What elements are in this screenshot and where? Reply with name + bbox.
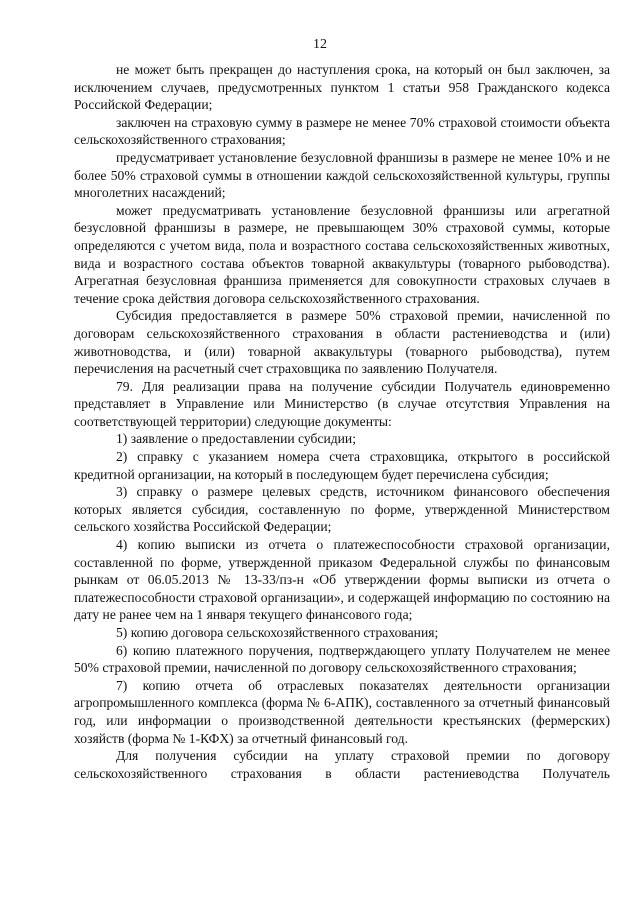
list-item: 4) копию выписки из отчета о платежеспособности страховой организации, составленной по форме, утвержденной приказом Федеральной службы по финансовым рынкам от 06.05.2013 № 13-33/пз-н «Об утверждении формы выписки из отчета о платежеспособности страховой организации», и содержащей информацию по состоянию на дату не ранее чем на 1 января текущего финансового года; [74,537,610,623]
page-number: 12 [313,37,327,52]
paragraph: не может быть прекращен до наступления срока, на который он был заключен, за исключением случаев, предусмотренных пунктом 1 статьи 958 Гражданского кодекса Российской Федерации; [74,62,610,113]
paragraph: может предусматривать установление безусловной франшизы или агрегатной безусловной франшизы в размере, не превышающем 30% страховой суммы, которые определяются с учетом вида, пола и возрастного состава сельскохозяйственных животных, вида и возрастного состава объектов товарной аквакультуры (товарного рыбоводства). Агрегатная безусловная франшиза применяется для совокупности страховых случаев в течение срока действия договора сельскохозяйственного страхования. [74,202,610,306]
list-item: 1) заявление о предоставлении субсидии; [116,431,356,447]
list-item: 3) справку о размере целевых средств, источником финансового обеспечения которых является субсидия, составленную по форме, утвержденной Министерством сельского хозяйства Российской Федерации; [74,484,610,535]
paragraph: предусматривает установление безусловной франшизы в размере не менее 10% и не более 50% страховой суммы в отношении каждой сельскохозяйственной культуры, группы многолетних насаждений; [74,149,610,201]
list-item: 5) копию договора сельскохозяйственного страхования; [116,625,439,640]
list-item: 6) копию платежного поручения, подтверждающего уплату Получателем не менее 50% страховой премии, начисленной по договору сельскохозяйственного страхования; [74,642,610,676]
list-item: 7) копию отчета об отраслевых показателях деятельности организации агропромышленного комплекса (форма № 6-АПК), составленного за отчетный финансовый год, или информации о производственной деятельности крестьянских (фермерских) хозяйств (форма № 1-КФХ) за отчетный финансовый год. [74,677,610,746]
list-item: 2) справку с указанием номера счета страховщика, открытого в российской кредитной организации, на который в последующем будет перечислена субсидия; [74,449,610,482]
document-body [74,61,610,782]
paragraph: Субсидия предоставляется в размере 50% страховой премии, начисленной по договорам сельскохозяйственного страхования в области растениеводства и (или) животноводства, и (или) товарной аквакультуры (товарного рыбоводства), путем перечисления на расчетный счет страховщика по заявлению Получателя. [74,308,610,377]
paragraph: 79. Для реализации права на получение субсидии Получатель единовременно представляет в Управление или Министерство (в случае отсутствия Управления на соответствующей территории) следующие документы: [74,378,610,429]
paragraph: Для получения субсидии на уплату страховой премии по договору сельскохозяйственного страхования в области растениеводства Получатель [74,748,610,781]
paragraph: заключен на страховую сумму в размере не менее 70% страховой стоимости объекта сельскохозяйственного страхования; [74,114,610,148]
